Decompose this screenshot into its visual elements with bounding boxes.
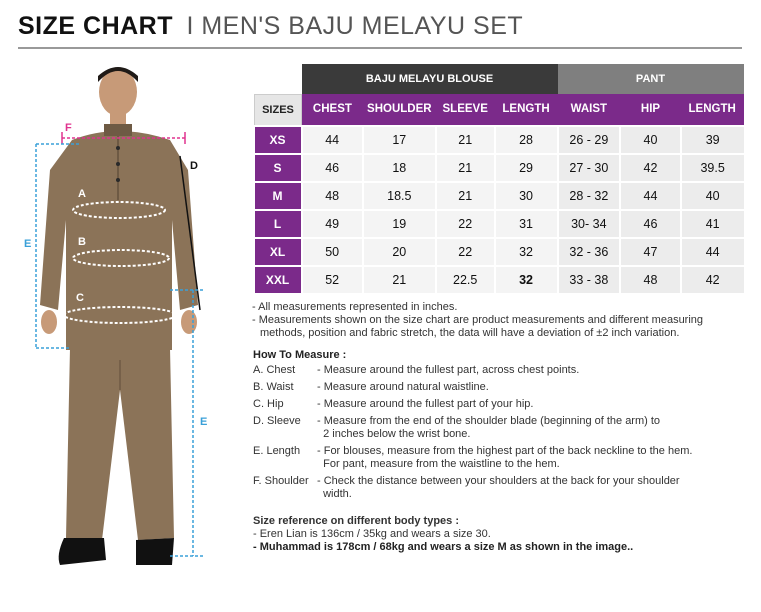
column-header: SLEEVE [436, 94, 495, 126]
measure-text: For pant, measure from the waistline to the hem. [317, 458, 560, 470]
size-label: XS [255, 126, 302, 154]
size-label: XXL [255, 266, 302, 293]
table-row [255, 126, 744, 154]
measure-label: D. Sleeve [253, 415, 301, 427]
table-cell: 21 [436, 182, 495, 210]
note-line: methods, position and fabric stretch, the data will have a deviation of ±2 inch variation. [260, 327, 680, 339]
label-c: C [76, 292, 84, 304]
list-item [253, 398, 753, 411]
measure-label: A. Chest [253, 364, 296, 376]
how-to-measure-list [253, 364, 753, 505]
table-cell: 26 - 29 [558, 126, 621, 154]
table-cell: 41 [681, 210, 744, 238]
table-cell: 44 [681, 238, 744, 266]
table-row [255, 266, 744, 293]
table-cell: 30 [495, 182, 558, 210]
list-item [253, 445, 753, 471]
table-cell: 21 [436, 154, 495, 182]
table-cell: 21 [436, 126, 495, 154]
table-cell: 20 [363, 238, 436, 266]
table-row [255, 154, 744, 182]
table-cell: 42 [681, 266, 744, 293]
table-cell: 40 [681, 182, 744, 210]
note-line: - Measurements shown on the size chart are product measurements and different measuring [252, 314, 704, 326]
table-cell: 28 - 32 [558, 182, 621, 210]
note-line: - All measurements represented in inches. [252, 301, 458, 313]
blouse-collar [104, 124, 132, 136]
measure-text: - For blouses, measure from the highest part of the back neckline to the hem. [317, 445, 693, 457]
size-table [254, 64, 744, 293]
table-cell: 39.5 [681, 154, 744, 182]
list-item [253, 415, 753, 441]
table-cell: 28 [495, 126, 558, 154]
page-title [18, 12, 523, 41]
title-subtitle: MEN'S BAJU MELAYU SET [201, 12, 524, 40]
table-row [255, 182, 744, 210]
model-figure [20, 60, 235, 600]
measure-label: B. Waist [253, 381, 294, 393]
list-item [253, 475, 753, 501]
table-cell: 27 - 30 [558, 154, 621, 182]
table-cell: 18.5 [363, 182, 436, 210]
table-cell: 22 [436, 238, 495, 266]
title-separator: I [186, 12, 194, 40]
label-f: F [65, 122, 72, 134]
table-cell: 22.5 [436, 266, 495, 293]
measure-label: F. Shoulder [253, 475, 309, 487]
size-label: L [255, 210, 302, 238]
reference-line: - Muhammad is 178cm / 68kg and wears a size M as shown in the image.. [253, 541, 634, 553]
measurement-notes [252, 301, 752, 340]
measure-label: E. Length [253, 445, 301, 457]
table-cell: 47 [620, 238, 681, 266]
column-header: SHOULDER [363, 94, 436, 126]
table-cell: 44 [302, 126, 363, 154]
measure-text: - Measure around the fullest part of your hip. [317, 398, 534, 410]
table-row [255, 238, 744, 266]
measure-text: 2 inches below the wrist bone. [317, 428, 471, 440]
table-cell: 44 [620, 182, 681, 210]
title-main: SIZE CHART [18, 12, 173, 40]
measure-text: - Measure around the fullest part, across chest points. [317, 364, 580, 376]
model-neck [110, 112, 126, 126]
label-d: D [190, 160, 198, 172]
reference-title: Size reference on different body types : [253, 515, 459, 527]
label-e-blouse: E [24, 238, 32, 250]
table-cell: 30- 34 [558, 210, 621, 238]
table-cell: 52 [302, 266, 363, 293]
measure-label: C. Hip [253, 398, 284, 410]
column-header: CHEST [302, 94, 363, 126]
measure-text: - Measure from the end of the shoulder blade (beginning of the arm) to [317, 415, 661, 427]
table-cell: 32 [495, 266, 558, 293]
title-divider [18, 47, 742, 49]
table-cell: 32 - 36 [558, 238, 621, 266]
label-b: B [78, 236, 86, 248]
table-cell: 42 [620, 154, 681, 182]
reference-line: - Eren Lian is 136cm / 35kg and wears a size 30. [253, 528, 491, 540]
size-label: S [255, 154, 302, 182]
group-header-pant: PANT [558, 64, 744, 94]
table-cell: 48 [302, 182, 363, 210]
table-cell: 32 [495, 238, 558, 266]
table-cell: 40 [620, 126, 681, 154]
column-header: HIP [620, 94, 681, 126]
table-cell: 31 [495, 210, 558, 238]
table-cell: 21 [363, 266, 436, 293]
table-cell: 48 [620, 266, 681, 293]
table-cell: 50 [302, 238, 363, 266]
size-label: M [255, 182, 302, 210]
column-header: LENGTH [495, 94, 558, 126]
measure-text: width. [317, 488, 352, 500]
table-cell: 39 [681, 126, 744, 154]
size-label: XL [255, 238, 302, 266]
measure-text: - Measure around natural waistline. [317, 381, 489, 393]
label-e-pant: E [200, 416, 208, 428]
model-illustration [20, 60, 235, 600]
group-header-blouse: BAJU MELAYU BLOUSE [302, 64, 558, 94]
table-cell: 19 [363, 210, 436, 238]
how-to-measure-title: How To Measure : [253, 349, 347, 361]
table-cell: 29 [495, 154, 558, 182]
column-header: WAIST [558, 94, 621, 126]
table-cell: 33 - 38 [558, 266, 621, 293]
table-cell: 46 [620, 210, 681, 238]
list-item [253, 381, 753, 394]
table-cell: 17 [363, 126, 436, 154]
measure-text: - Check the distance between your shoulders at the back for your shoulder [317, 475, 680, 487]
table-cell: 18 [363, 154, 436, 182]
table-cell: 22 [436, 210, 495, 238]
sizes-header: SIZES [255, 94, 302, 126]
table-row [255, 210, 744, 238]
table-cell: 49 [302, 210, 363, 238]
right-shoe [136, 538, 174, 565]
list-item [253, 364, 753, 377]
label-a: A [78, 188, 86, 200]
size-reference [253, 515, 753, 554]
column-header: LENGTH [681, 94, 744, 126]
table-cell: 46 [302, 154, 363, 182]
left-shoe [59, 538, 106, 565]
